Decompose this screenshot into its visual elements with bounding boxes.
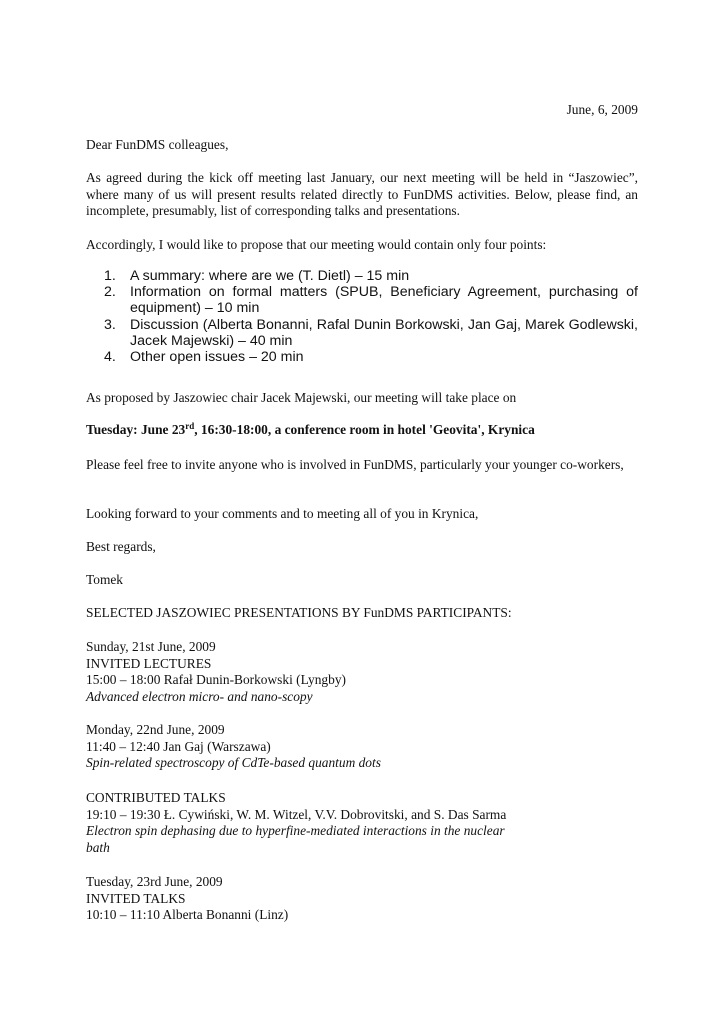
contributed-block [86, 790, 638, 856]
tuesday-category: INVITED TALKS [86, 890, 186, 906]
agenda-list [104, 268, 638, 365]
closing: Best regards, [86, 539, 156, 554]
agenda-item [104, 349, 638, 365]
agenda-item [104, 284, 638, 316]
tuesday-block [86, 874, 638, 924]
agenda-item-text: Discussion (Alberta Bonanni, Rafal Dunin Borkowski, Jan Gaj, Marek Godlewski, Jacek Majewski) – 40 min [130, 316, 638, 349]
signature: Tomek [86, 572, 123, 587]
sunday-date: Sunday, 21st June, 2009 [86, 639, 216, 654]
sunday-block [86, 639, 638, 705]
agenda-item-text: A summary: where are we (T. Dietl) – 15 min [130, 268, 410, 284]
sunday-category: INVITED LECTURES [86, 655, 212, 671]
venue-day-suffix: rd [185, 421, 195, 431]
venue-intro: As proposed by Jaszowiec chair Jacek Majewski, our meeting will take place on [86, 390, 517, 405]
agenda-item-text: Other open issues – 20 min [130, 349, 304, 366]
salutation: Dear FunDMS colleagues, [86, 137, 229, 152]
letter-page [86, 0, 638, 1024]
meeting-venue [86, 422, 638, 439]
contributed-category: CONTRIBUTED TALKS [86, 790, 226, 805]
invite-paragraph: Please feel free to invite anyone who is involved in FunDMS, particularly your younger co-workers, [86, 457, 624, 472]
monday-date: Monday, 22nd June, 2009 [86, 722, 225, 737]
intro-paragraph: As agreed during the kick off meeting last January, our next meeting will be held in “Jaszowiec”, where many of us will present results related directly to FunDMS activities. Below, please find, an incomplete, presumably, list of corresponding talks and presentations. [86, 170, 638, 218]
monday-talk-title: Spin-related spectroscopy of CdTe-based quantum dots [86, 755, 381, 770]
agenda-item-number: 2. [104, 284, 116, 301]
monday-block [86, 722, 638, 772]
venue-details: , 16:30-18:00, a conference room in hotel 'Geovita', Krynica [194, 422, 535, 437]
agenda-item-text: Information on formal matters (SPUB, Beneficiary Agreement, purchasing of equipment) – 10 min [130, 284, 638, 317]
agenda-item [104, 268, 638, 284]
venue-day: Tuesday: June 23 [86, 422, 186, 437]
presentations-heading: SELECTED JASZOWIEC PRESENTATIONS BY FunDMS PARTICIPANTS: [86, 605, 512, 620]
contributed-talk: 19:10 – 19:30 Ł. Cywiński, W. M. Witzel, V.V. Dobrovitski, and S. Das Sarma [86, 806, 507, 822]
agenda-item-number: 1. [104, 268, 116, 284]
sunday-talk: 15:00 – 18:00 Rafał Dunin-Borkowski (Lyngby) [86, 672, 346, 687]
closing-paragraph: Looking forward to your comments and to meeting all of you in Krynica, [86, 506, 479, 521]
letter-date: June, 6, 2009 [566, 102, 638, 117]
monday-talk: 11:40 – 12:40 Jan Gaj (Warszawa) [86, 738, 271, 754]
agenda-item-number: 4. [104, 349, 116, 366]
agenda-item [104, 317, 638, 349]
tuesday-talk: 10:10 – 11:10 Alberta Bonanni (Linz) [86, 907, 289, 922]
sunday-talk-title: Advanced electron micro- and nano-scopy [86, 688, 313, 704]
proposal-paragraph: Accordingly, I would like to propose that our meeting would contain only four points: [86, 237, 547, 252]
contributed-talk-title-line2: bath [86, 839, 110, 855]
agenda-item-number: 3. [104, 316, 116, 333]
tuesday-date: Tuesday, 23rd June, 2009 [86, 874, 223, 889]
contributed-talk-title-line1: Electron spin dephasing due to hyperfine-mediated interactions in the nuclear [86, 823, 505, 838]
